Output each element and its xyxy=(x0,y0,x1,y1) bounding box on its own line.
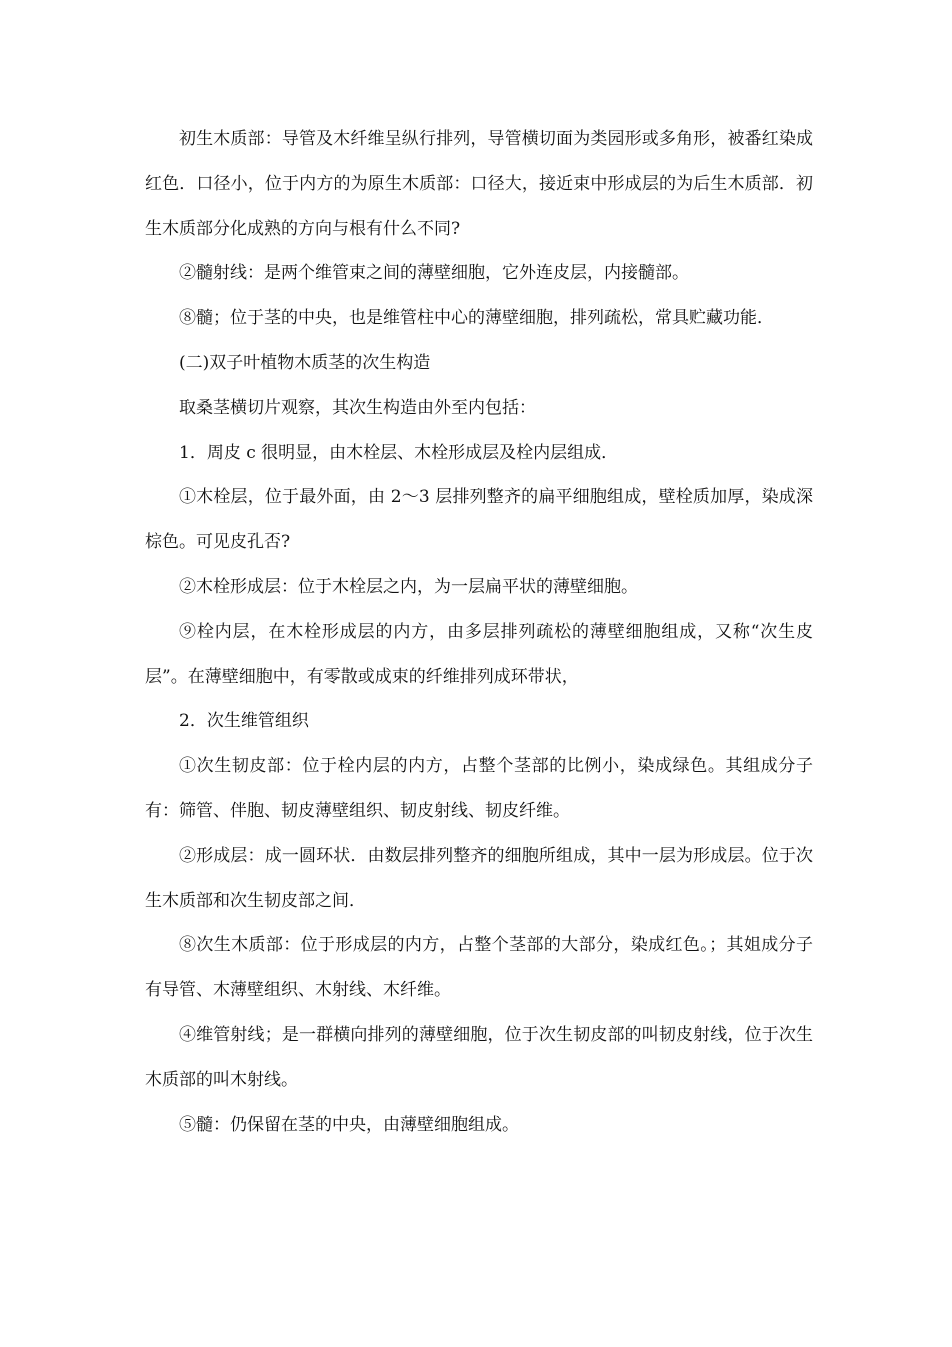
paragraph-pith: ⑧髓；位于茎的中央，也是维管柱中心的薄壁细胞，排列疏松，常具贮藏功能． xyxy=(179,308,774,329)
paragraph-phelloderm: ⑨栓内层，在木栓形成层的内方，由多层排列疏松的薄壁细胞组成，又称“次生皮层”。在薄壁细胞中，有零散或成束的纤维排列成环带状， xyxy=(145,621,813,687)
list-item-periderm: 1．周皮 c 很明显，由木栓层、木栓形成层及栓内层组成． xyxy=(179,442,619,463)
paragraph-secondary-xylem: ⑧次生木质部：位于形成层的内方，占整个茎部的大部分，染成红色。；其姐成分子有导管、木薄壁组织、木射线、木纤维。 xyxy=(145,935,813,1001)
list-item-secondary-vascular-tissue: 2．次生维管组织 xyxy=(179,711,309,732)
section-heading-secondary-structure: (二)双子叶植物木质茎的次生构造 xyxy=(179,352,431,373)
paragraph-observation-intro: 取桑茎横切片观察，其次生构造由外至内包括： xyxy=(179,397,536,418)
document-body xyxy=(145,117,813,1147)
paragraph-cork: ①木栓层，位于最外面，由 2～3 层排列整齐的扁平细胞组成，壁栓质加厚，染成深棕色。可见皮孔否? xyxy=(145,487,813,553)
paragraph-vascular-ray: ④维管射线；是一群横向排列的薄壁细胞，位于次生韧皮部的叫韧皮射线，位于次生木质部的叫木射线。 xyxy=(145,1024,813,1090)
paragraph-pith-secondary: ⑤髓：仍保留在茎的中央，由薄壁细胞组成。 xyxy=(179,1114,519,1135)
paragraph-cambium: ②形成层：成一圆环状．由数层排列整齐的细胞所组成，其中一层为形成层。位于次生木质部和次生韧皮部之间． xyxy=(145,845,813,911)
paragraph-medullary-ray: ②髓射线：是两个维管束之间的薄壁细胞，它外连皮层，内接髓部。 xyxy=(179,263,689,284)
paragraph-primary-xylem: 初生木质部：导管及木纤维呈纵行排列，导管横切面为类园形或多角形，被番红染成红色．口径小，位于内方的为原生木质部：口径大，接近束中形成层的为后生木质部．初生木质部分化成熟的方向与根有什么不同? xyxy=(145,129,813,239)
paragraph-cork-cambium: ②木栓形成层：位于木栓层之内，为一层扁平状的薄壁细胞。 xyxy=(179,576,638,597)
paragraph-secondary-phloem: ①次生韧皮部：位于栓内层的内方，占整个茎部的比例小，染成绿色。其组成分子有：筛管、伴胞、韧皮薄壁组织、韧皮射线、韧皮纤维。 xyxy=(145,756,813,821)
